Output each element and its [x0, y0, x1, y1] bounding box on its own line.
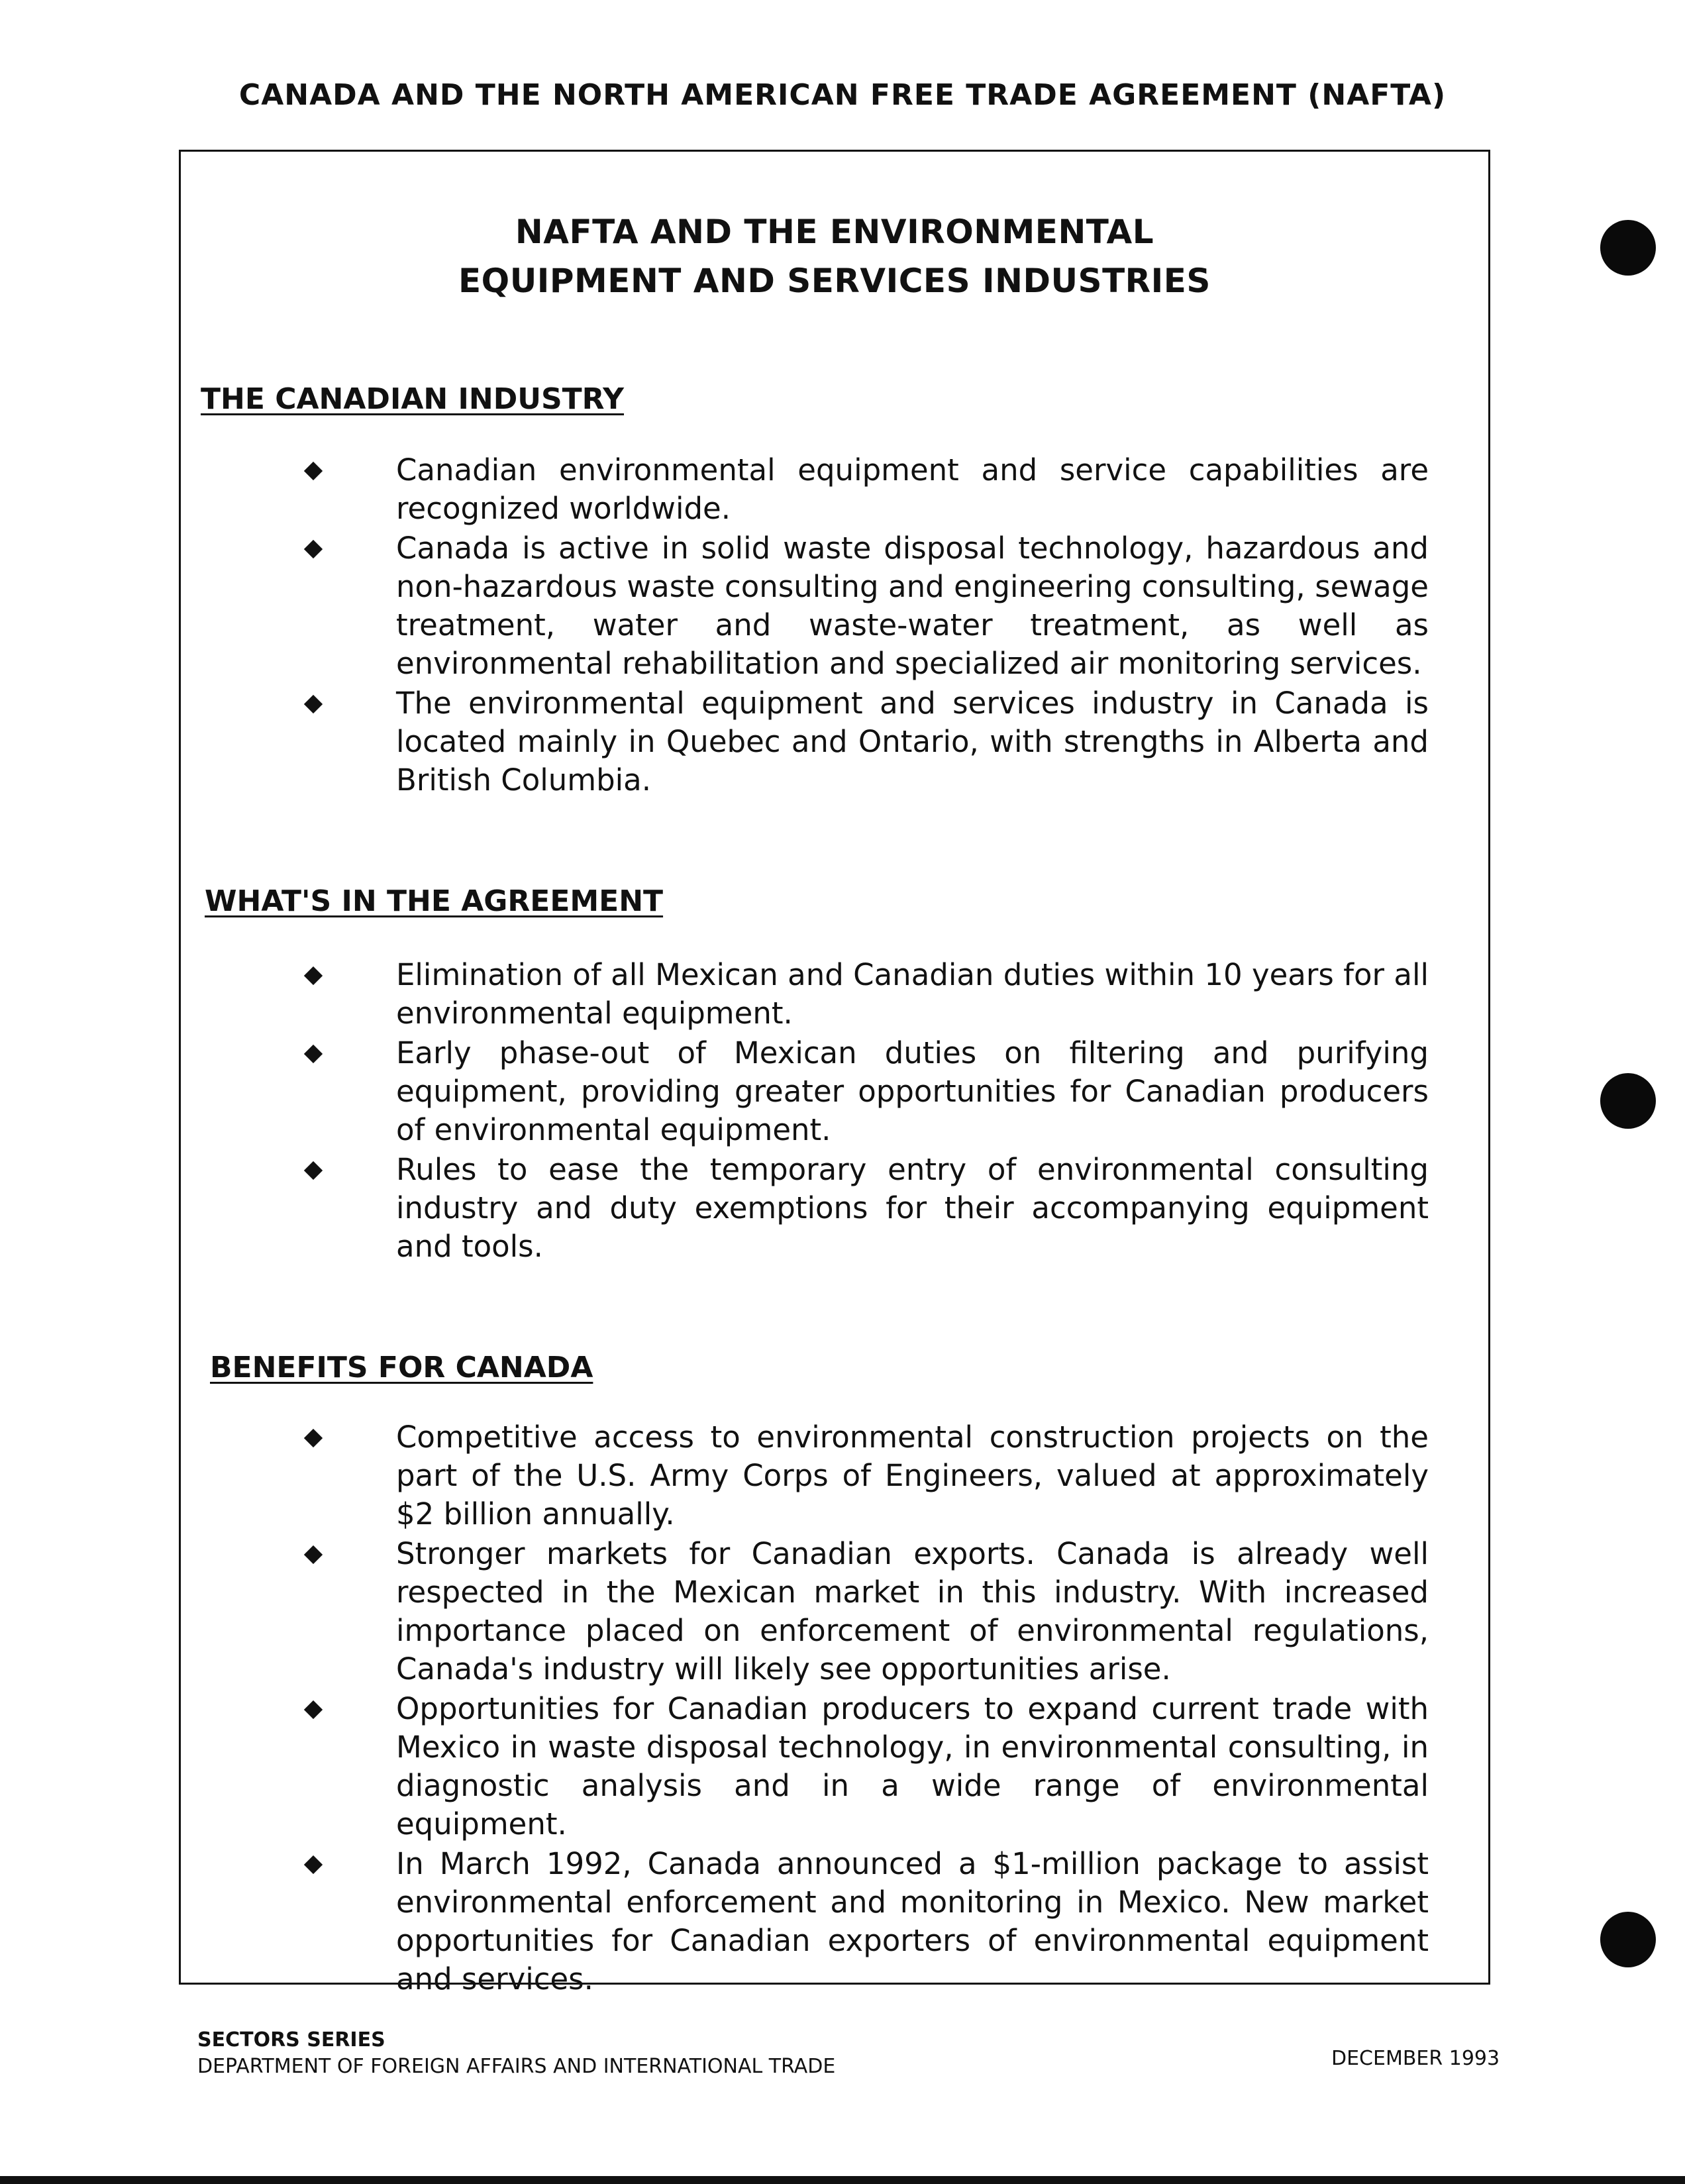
diamond-bullet-icon [304, 1855, 323, 1874]
list-item [181, 451, 1488, 528]
list-item-text: The environmental equipment and services industry in Canada is located mainly in Quebec and Ontario, with strengths in Alberta and British Columbia. [396, 686, 1429, 798]
list-item [181, 1535, 1488, 1689]
bullet-list-benefits [181, 1418, 1488, 2000]
section-heading-canadian-industry: THE CANADIAN INDUSTRY [201, 382, 625, 416]
list-item-text: Competitive access to environmental construction projects on the part of the U.S. Army Corps of Engineers, valued at approximately $2 billion annually. [396, 1420, 1429, 1532]
document-title-line-2: EQUIPMENT AND SERVICES INDUSTRIES [458, 262, 1211, 300]
diamond-bullet-icon [304, 462, 323, 480]
punch-hole-icon [1600, 1912, 1656, 1967]
list-item-text: Stronger markets for Canadian exports. Canada is already well respected in the Mexican market in this industry. With increased importance placed on enforcement of environmental regulations, Canada's industry will likely see opportunities arise. [396, 1536, 1429, 1687]
footer-date: DECEMBER 1993 [1331, 2047, 1500, 2070]
list-item [181, 1034, 1488, 1149]
diamond-bullet-icon [304, 1545, 323, 1564]
diamond-bullet-icon [304, 1429, 323, 1447]
diamond-bullet-icon [304, 695, 323, 713]
footer-series: SECTORS SERIES [197, 2028, 385, 2052]
document-title-line-1: NAFTA AND THE ENVIRONMENTAL [515, 213, 1154, 251]
list-item-text: Rules to ease the temporary entry of environmental consulting industry and duty exemptions for their accompanying equipment and tools. [396, 1152, 1429, 1264]
diamond-bullet-icon [304, 1700, 323, 1719]
section-heading-benefits: BENEFITS FOR CANADA [210, 1351, 593, 1384]
diamond-bullet-icon [304, 966, 323, 985]
content-box [179, 150, 1490, 1997]
list-item-text: Canadian environmental equipment and service capabilities are recognized worldwide. [396, 452, 1429, 526]
scan-edge-divider [0, 2176, 1685, 2184]
list-item [181, 529, 1488, 683]
list-item [181, 1845, 1488, 1999]
footer-department: DEPARTMENT OF FOREIGN AFFAIRS AND INTERNATIONAL TRADE [197, 2055, 836, 2078]
section-heading-agreement: WHAT'S IN THE AGREEMENT [205, 884, 664, 918]
list-item [181, 1690, 1488, 1844]
footer-publisher [197, 2027, 835, 2080]
diamond-bullet-icon [304, 1045, 323, 1063]
bullet-list-canadian-industry [181, 451, 1488, 801]
diamond-bullet-icon [304, 540, 323, 558]
document-title [181, 207, 1488, 305]
bullet-list-agreement [181, 956, 1488, 1267]
punch-hole-icon [1600, 220, 1656, 276]
diamond-bullet-icon [304, 1161, 323, 1180]
list-item-text: Early phase-out of Mexican duties on filtering and purifying equipment, providing greater opportunities for Canadian producers of environmental equipment. [396, 1035, 1429, 1147]
list-item [181, 1418, 1488, 1534]
list-item-text: Opportunities for Canadian producers to expand current trade with Mexico in waste disposal technology, in environmental consulting, in diagnostic analysis and in a wide range of environmental equipment. [396, 1691, 1429, 1842]
list-item [181, 684, 1488, 800]
list-item [181, 956, 1488, 1033]
page-header: CANADA AND THE NORTH AMERICAN FREE TRADE AGREEMENT (NAFTA) [238, 78, 1447, 112]
list-item-text: In March 1992, Canada announced a $1-million package to assist environmental enforcement and monitoring in Mexico. New market opportunities for Canadian exporters of environmental equipment and services. [396, 1846, 1429, 1997]
punch-hole-icon [1600, 1073, 1656, 1129]
list-item-text: Canada is active in solid waste disposal technology, hazardous and non-hazardous waste consulting and engineering consulting, sewage treatment, water and waste-water treatment, as well as environmental rehabilitation and specialized air monitoring services. [396, 531, 1429, 681]
list-item [181, 1151, 1488, 1266]
list-item-text: Elimination of all Mexican and Canadian duties within 10 years for all environmental equipment. [396, 957, 1429, 1031]
